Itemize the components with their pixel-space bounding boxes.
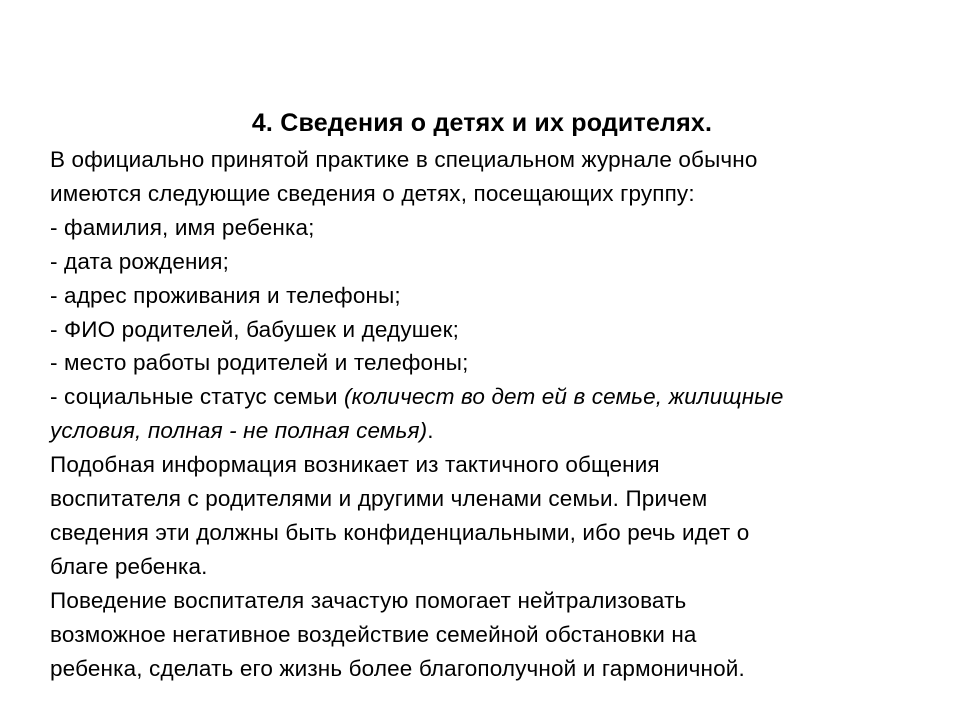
paragraph-line: возможное негативное воздействие семейной обстановки на xyxy=(50,621,697,647)
paragraph-line: благе ребенка. xyxy=(50,553,208,579)
list-item-social-status-cont xyxy=(50,414,930,448)
list-item-social-status xyxy=(50,380,930,414)
paragraph-line: сведения эти должны быть конфиденциальными, ибо речь идет о xyxy=(50,519,750,545)
slide-body xyxy=(50,143,930,686)
social-status-detail-cont: условия, полная - не полная семья) xyxy=(50,418,428,444)
social-status-label: - социальные статус семьи xyxy=(50,384,344,410)
paragraph-line: ребенка, сделать его жизнь более благополучной и гармоничной. xyxy=(50,655,745,681)
social-status-detail: (количест во дет ей в семье, жилищные xyxy=(344,384,784,410)
slide-title: 4. Сведения о детях и их родителях. xyxy=(251,109,713,137)
intro-line: имеются следующие сведения о детях, посещающих группу: xyxy=(50,180,695,206)
paragraph-line: Поведение воспитателя зачастую помогает нейтрализовать xyxy=(50,587,687,613)
paragraph-line: воспитателя с родителями и другими членами семьи. Причем xyxy=(50,486,708,512)
paragraph-line: Подобная информация возникает из тактичного общения xyxy=(50,452,660,478)
list-item: - ФИО родителей, бабушек и дедушек; xyxy=(50,316,459,342)
list-item: - адрес проживания и телефоны; xyxy=(50,282,401,308)
list-item: - место работы родителей и телефоны; xyxy=(50,350,469,376)
list-item: - фамилия, имя ребенка; xyxy=(50,214,315,240)
list-item: - дата рождения; xyxy=(50,248,230,274)
social-status-end: . xyxy=(427,418,434,444)
intro-line: В официально принятой практике в специальном журнале обычно xyxy=(50,147,758,172)
